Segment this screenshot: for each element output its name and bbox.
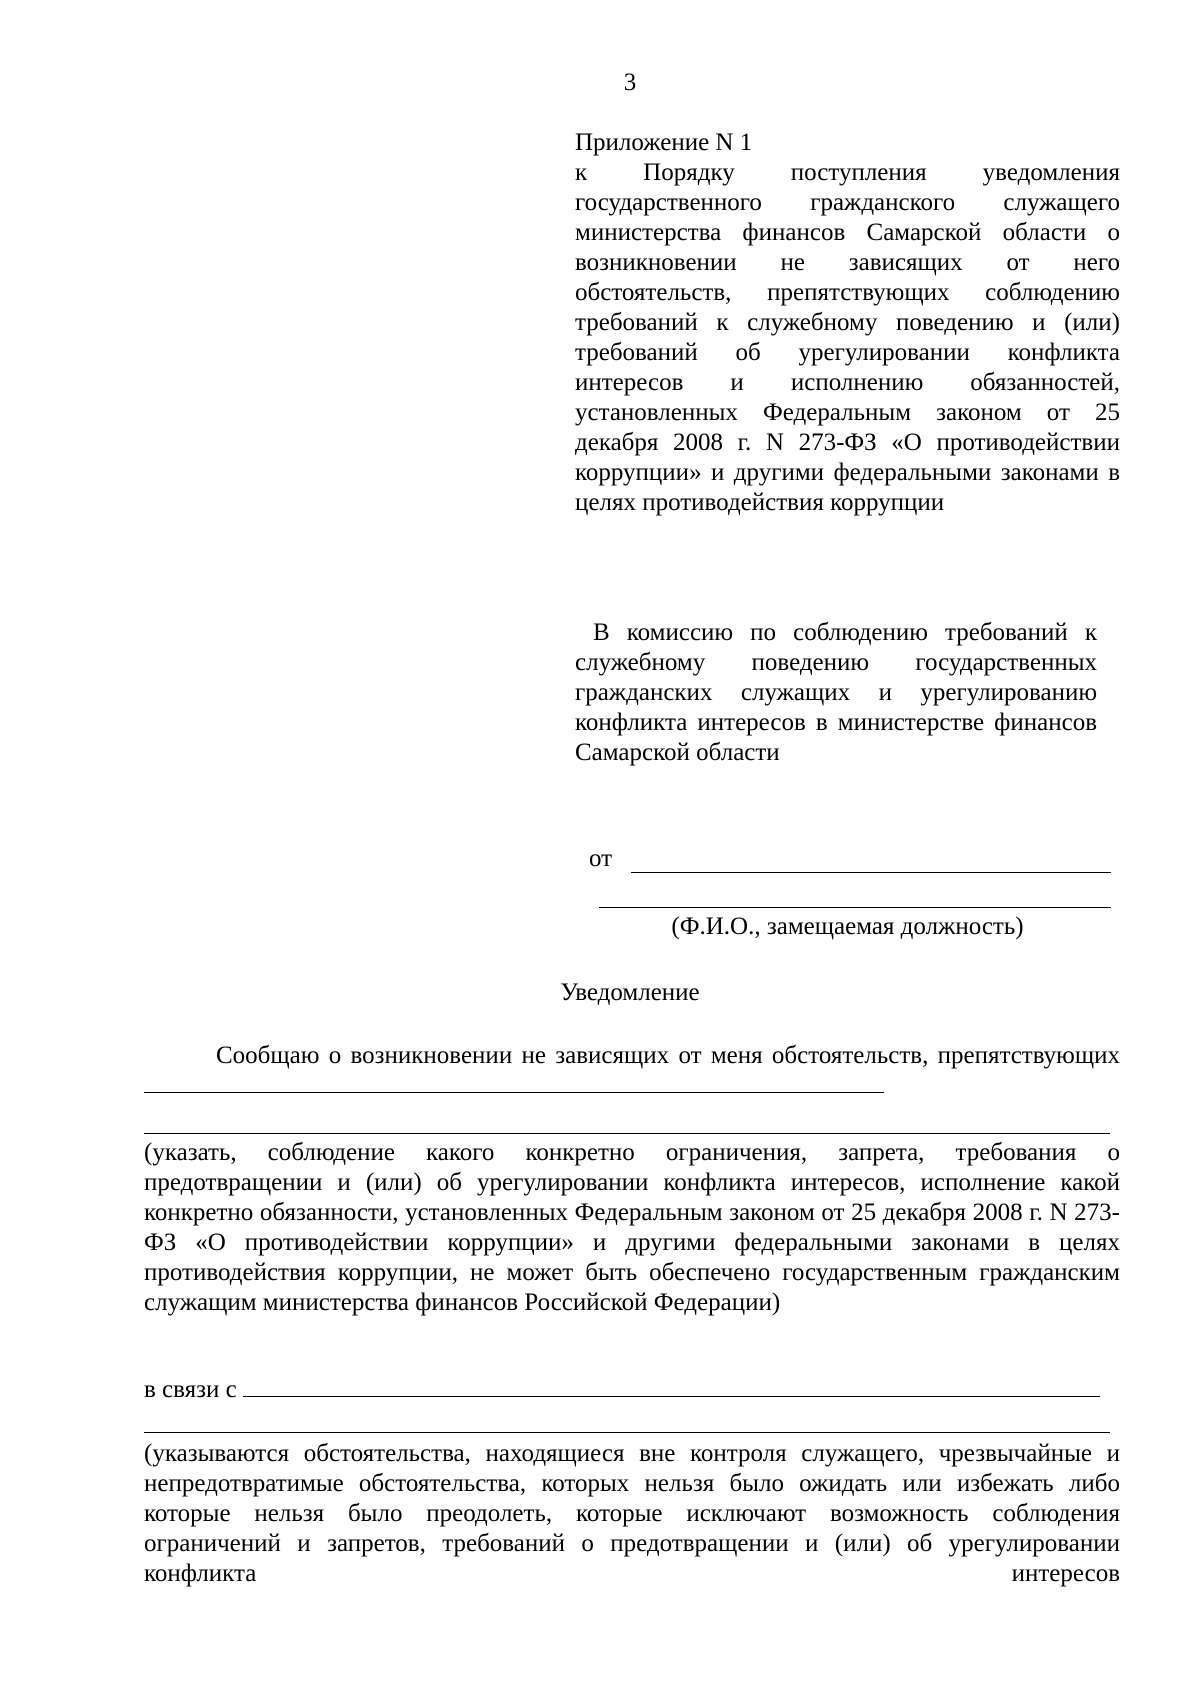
reason-fill-line-2: [144, 1432, 1110, 1433]
appendix-title: Приложение N 1: [575, 129, 753, 156]
note-obligation-part1: (указать, соблюдение какого конкретно ограничения, запрета, требования о предотвращении и (или) об урегулировании конфликта интересов, исполнение какой конкретно обязанности, установленных Федеральным законом: [144, 1139, 1120, 1226]
appendix-body: к Порядку поступления уведомления государственного гражданского служащего министерства финансов Самарской области о возникновении не зависящих от него обстоятельств, препятствующих соблюдению требований к служебному поведению и (или) требований об урегулировании конфликта интересов и исполнению обязанностей, установленных Федеральным законом от 25 декабря 2008 г. N 273-ФЗ «О противодействии коррупции» и другими федеральными законами в целях противодействия коррупции: [575, 159, 1120, 516]
reason-fill-line: [243, 1378, 1100, 1397]
intro-paragraph: [144, 1041, 1120, 1101]
from-row: [589, 844, 1111, 874]
reason-row: [144, 1375, 1120, 1405]
intro-text: Сообщаю о возникновении не зависящих от меня обстоятельств, препятствующих: [216, 1042, 1120, 1069]
obstacle-fill-line-2: [144, 1133, 1110, 1134]
note-obligation-part2: от 25 декабря 2008 г. N 273-ФЗ «О противодействии коррупции» и другими федеральными законами в целях противодействия коррупции, не может быть обеспечено государственным гражданским служащим министерства финансов Российской Федерации): [144, 1199, 1120, 1316]
from-position-line: [599, 907, 1111, 908]
note-circumstances: (указываются обстоятельства, находящиеся вне контроля служащего, чрезвычайные и непредотвратимые обстоятельства, которых нельзя было ожидать или избежать либо которые нельзя было преодолеть, которые исключают возможность соблюдения ограничений и запретов, требований о предотвращении и (или) об урегулировании конфликта интересов: [144, 1440, 1120, 1587]
from-name-line: [631, 872, 1111, 873]
reason-label: в связи с: [144, 1376, 237, 1403]
from-label: от: [589, 845, 613, 872]
from-caption: (Ф.И.О., замещаемая должность): [671, 913, 1024, 940]
addressee: В комиссию по соблюдению требований к служебному поведению государственных гражданских служащих и урегулированию конфликта интересов в министерстве финансов Самарской области: [575, 619, 1097, 766]
note-obligation: [144, 1138, 1120, 1318]
appendix-block: [575, 128, 1120, 518]
document-title: Уведомление: [560, 979, 700, 1006]
page-number: 3: [623, 69, 637, 96]
obstacle-fill-line: [144, 1074, 884, 1093]
